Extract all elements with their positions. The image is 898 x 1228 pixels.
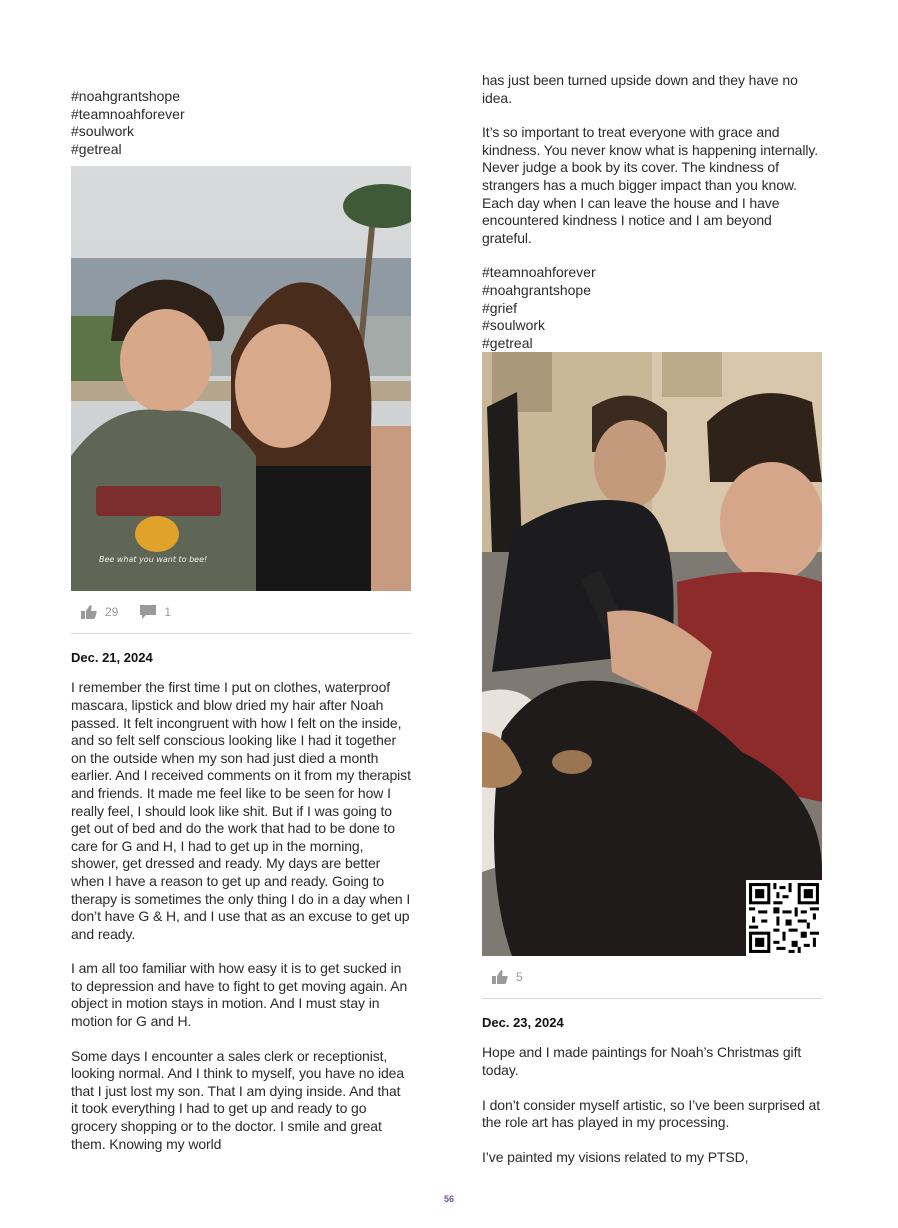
- couch-illustration: [482, 352, 822, 956]
- post-meta: [71, 591, 411, 634]
- post-paragraph: Some days I encounter a sales clerk or receptionist, looking normal. And I think to myself, you have no idea that I just lost my son. That I am dying inside. And that it took everything I had to get up and ready to go grocery shopping or to the doctor. I smile and great them. Knowing my world: [71, 1047, 405, 1152]
- hashtag[interactable]: #getreal: [71, 140, 122, 157]
- like-counter[interactable]: [81, 605, 118, 619]
- post-meta: [482, 956, 822, 999]
- like-count: 29: [105, 605, 119, 620]
- thumbs-up-icon: [81, 605, 97, 619]
- page-number: 56: [443, 1194, 454, 1204]
- hashtag[interactable]: #teamnoahforever: [71, 105, 185, 122]
- hashtag[interactable]: #teamnoahforever: [482, 264, 596, 281]
- right-column: [482, 72, 822, 1183]
- comment-count: 1: [164, 605, 172, 620]
- hashtag-list: [482, 264, 822, 352]
- hashtag[interactable]: #grief: [482, 299, 518, 316]
- hashtag[interactable]: #noahgrantshope: [482, 281, 591, 298]
- selfie-illustration: [71, 166, 411, 591]
- post-paragraph: I don’t consider myself artistic, so I’ve been surprised at the role art has played in my processing.: [482, 1096, 821, 1131]
- hashtag[interactable]: #getreal: [482, 334, 533, 351]
- hashtag[interactable]: #soulwork: [482, 317, 546, 334]
- post-paragraph: I’ve painted my visions related to my PTSD,: [482, 1148, 749, 1165]
- couch-photo: [482, 352, 822, 956]
- like-counter[interactable]: [492, 970, 523, 984]
- post-paragraph: I am all too familiar with how easy it is to get sucked in to depression and have to fight to get moving again. An object in motion stays in motion. And I must stay in motion for G and H.: [71, 960, 408, 1030]
- post-date: Dec. 23, 2024: [482, 1015, 564, 1031]
- qr-code[interactable]: [746, 880, 822, 956]
- left-column: [71, 88, 411, 1170]
- selfie-photo: [71, 166, 411, 591]
- hashtag-list: [71, 88, 411, 158]
- post-paragraph: Hope and I made paintings for Noah’s Christmas gift today.: [482, 1044, 802, 1078]
- post-paragraph: has just been turned upside down and they have no idea.: [482, 72, 798, 106]
- svg-text:Bee what you want to bee!: Bee what you want to bee!: [99, 555, 208, 565]
- post-paragraph: I remember the first time I put on clothes, waterproof mascara, lipstick and blow dried my hair after Noah passed. It felt incongruent with how I felt on the inside, and so felt self conscious looking like I had it together on the outside when my son had just died a month earlier. And I received comments on it from my therapist and friends. It made me feel like to be seen for how I really feel, I should look like shit. But if I was going to get out of bed and do the work that had to be done to care for G and H, I had to get up in the morning, shower, get dressed and ready. My days are better when I have a reason to get up and ready. Going to therapy is sometimes the only thing I do in a day when I don’t have G & H, and I use that as an excuse to get up and ready.: [71, 679, 411, 942]
- hashtag[interactable]: #soulwork: [71, 123, 135, 140]
- qr-code-icon: [746, 880, 822, 956]
- comment-icon: [140, 605, 156, 619]
- comment-counter[interactable]: [140, 605, 171, 619]
- hashtag[interactable]: #noahgrantshope: [71, 88, 180, 104]
- thumbs-up-icon: [492, 970, 508, 984]
- post-paragraph: It’s so important to treat everyone with grace and kindness. You never know what is happening internally. Never judge a book by its cover. The kindness of strangers has a much bigger impact than you know. Each day when I can leave the house and I have encountered kindness I notice and I am beyond grateful.: [482, 124, 819, 246]
- post-date: Dec. 21, 2024: [71, 650, 153, 666]
- like-count: 5: [516, 970, 523, 985]
